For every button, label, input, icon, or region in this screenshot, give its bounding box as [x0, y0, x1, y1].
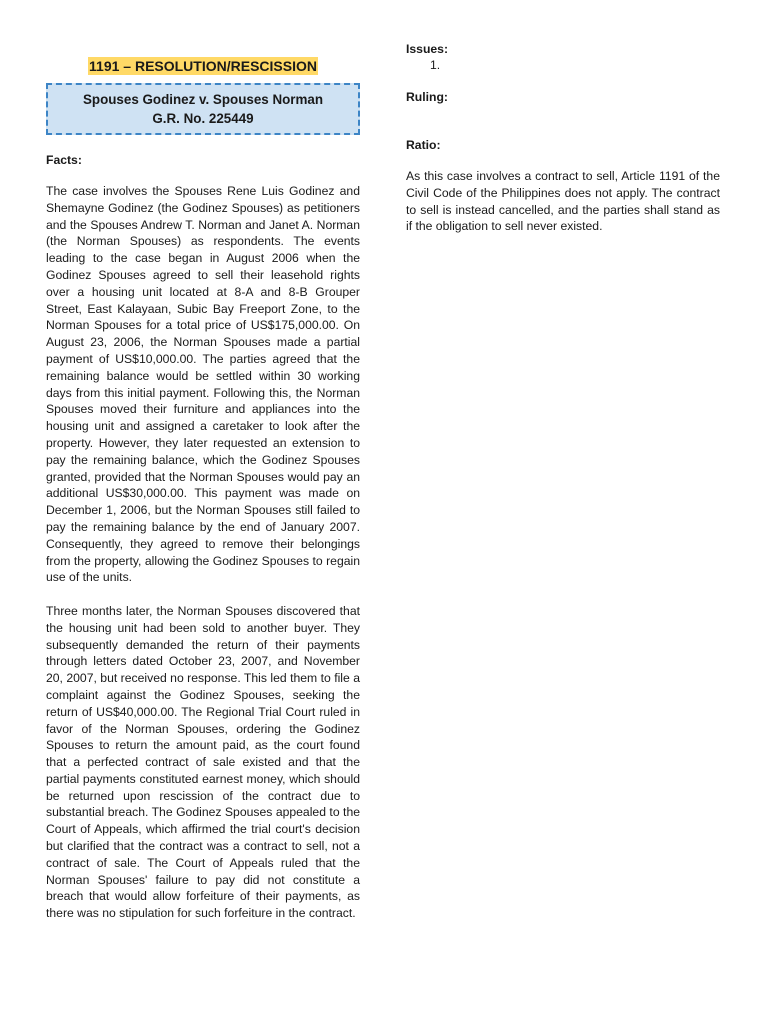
facts-paragraph-1: The case involves the Spouses Rene Luis Godinez and Shemayne Godinez (the Godinez Spouses) as petitioners and the Spouses Andrew T. Norman and Janet A. Norman (the Norman Spouses) as respondents. The events leading to the case began in August 2006 when the Godinez Spouses agreed to sell their leasehold rights over a housing unit located at 8-A and 8-B Grouper Street, East Kalayaan, Subic Bay Freeport Zone, to the Norman Spouses for a total price of US$175,000.00. On August 23, 2006, the Norman Spouses made a partial payment of US$10,000.00. The parties agreed that the remaining balance would be settled within 30 working days from this initial payment. Following this, the Norman Spouses moved their furniture and appliances into the housing unit and assigned a caretaker to look after the property. However, they later requested an extension to pay the remaining balance, which the Godinez Spouses granted, provided that the Norman Spouses would pay an additional US$30,000.00. This payment was made on December 1, 2006, but the Norman Spouses still failed to pay the remaining balance by the end of January 2007. Consequently, they agreed to remove their belongings from the property, allowing the Godinez Spouses to regain use of the units.: [46, 184, 360, 585]
issues-label: Issues:: [406, 42, 449, 56]
ruling-label: Ruling:: [406, 90, 448, 104]
ratio-label: Ratio:: [406, 138, 441, 152]
ratio-paragraph: As this case involves a contract to sell, Article 1191 of the Civil Code of the Philippines does not apply. The contract to sell is instead cancelled, and the parties shall stand as if the obligation to sell never existed.: [406, 169, 720, 234]
issue-item-1: 1.: [430, 58, 441, 72]
case-title-box: [46, 83, 360, 135]
facts-label: Facts:: [46, 153, 82, 167]
section-title-wrap: [46, 58, 360, 80]
left-column: [46, 58, 360, 922]
case-number: G.R. No. 225449: [152, 111, 254, 126]
case-name: Spouses Godinez v. Spouses Norman: [82, 92, 324, 107]
section-title: 1191 – RESOLUTION/RESCISSION: [89, 58, 317, 74]
facts-paragraph-2: Three months later, the Norman Spouses discovered that the housing unit had been sold to another buyer. They subsequently demanded the return of their payments through letters dated October 23, 2007, and November 20, 2007, but received no response. This led them to file a complaint against the Godinez Spouses, seeking the return of US$40,000.00. The Regional Trial Court ruled in favor of the Norman Spouses, ordering the Godinez Spouses to return the amount paid, as the court found that a perfected contract of sale existed and that the partial payments constituted earnest money, which should be returned upon rescission of the contract due to substantial breach. The Godinez Spouses appealed to the Court of Appeals, which affirmed the trial court's decision but clarified that the contract was a contract to sell, not a contract of sale. The Court of Appeals ruled that the Norman Spouses' failure to pay did not constitute a breach that would allow forfeiture of their payments, as there was no stipulation for such forfeiture in the contract.: [46, 603, 360, 921]
right-column: [406, 42, 720, 235]
